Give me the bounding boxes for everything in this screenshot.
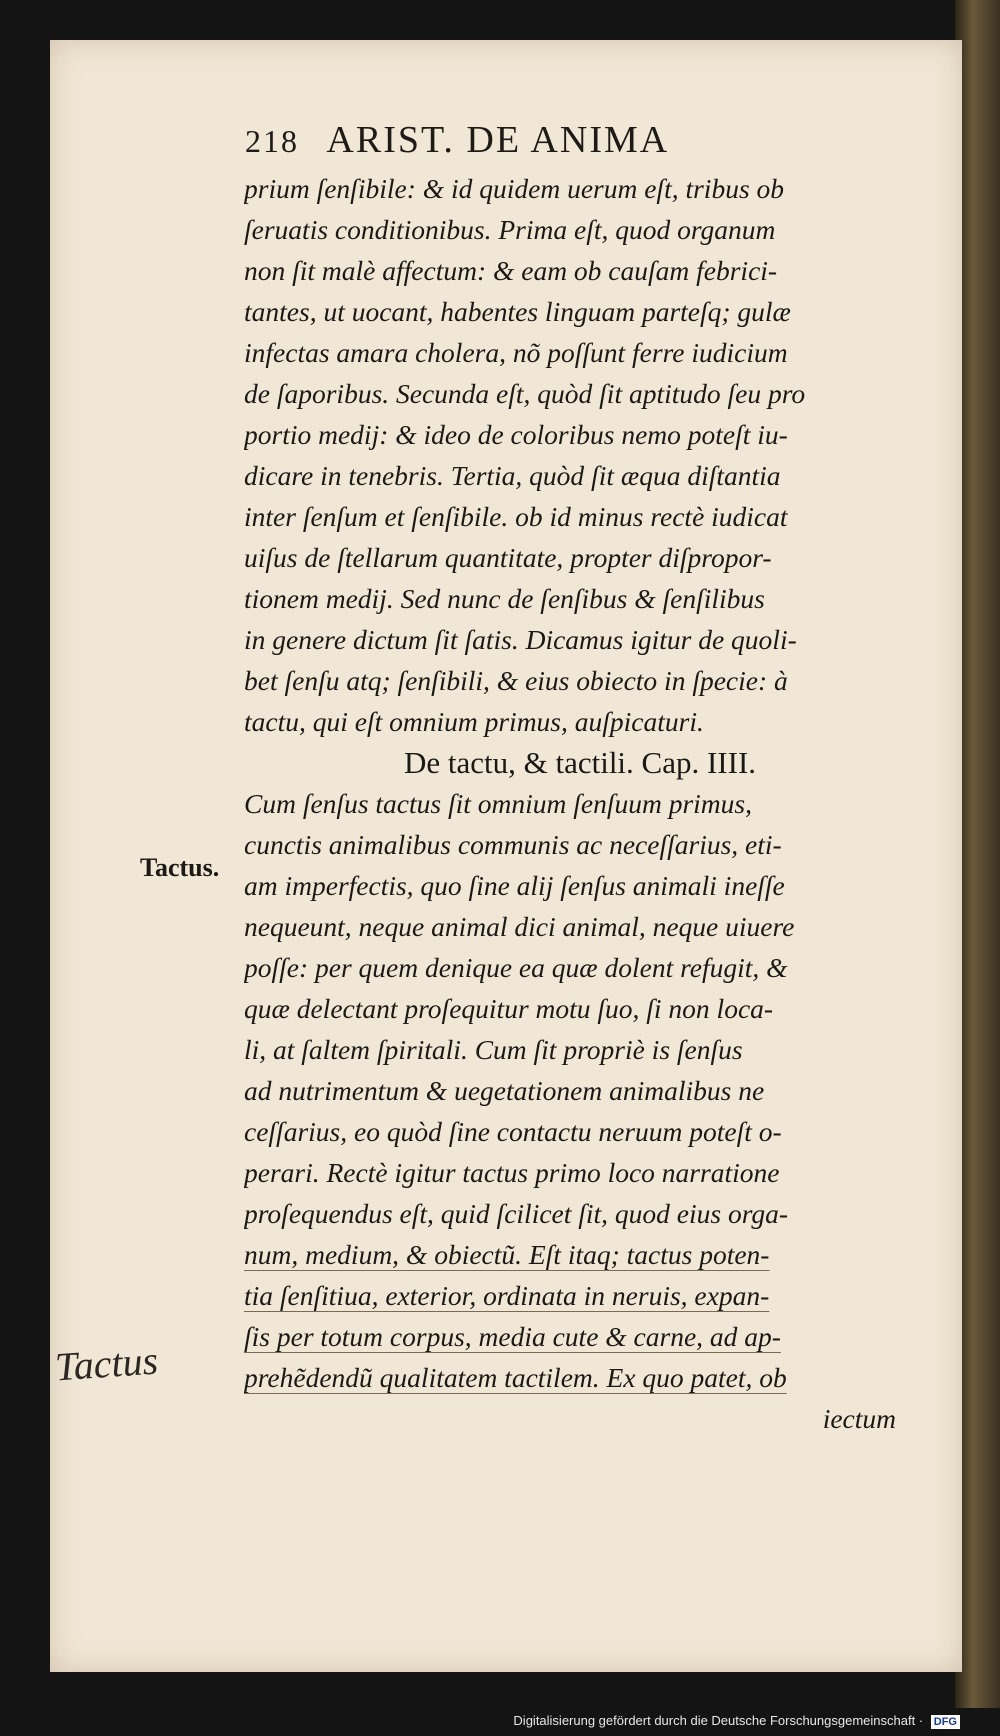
- text-line-underlined: num, medium, & obiectũ. Eſt itaq; tactus poten-: [244, 1239, 770, 1270]
- text-line: am imperfectis, quo ſine alij ſenſus animali ineſſe: [244, 870, 785, 901]
- text-line: tionem medij. Sed nunc de ſenſibus & ſenſilibus: [244, 583, 765, 614]
- text-line: perari. Rectè igitur tactus primo loco narratione: [244, 1157, 780, 1188]
- text-line: in genere dictum ſit ſatis. Dicamus igitur de quoli-: [244, 624, 797, 655]
- printed-margin-note: Tactus.: [140, 853, 220, 882]
- dfg-logo: DFG: [931, 1715, 960, 1729]
- text-line: dicare in tenebris. Tertia, quòd ſit æqua diſtantia: [244, 460, 781, 491]
- text-line: nequeunt, neque animal dici animal, neque uiuere: [244, 911, 795, 942]
- text-line-underlined: tia ſenſitiua, exterior, ordinata in neruis, expan-: [244, 1280, 770, 1311]
- text-line: proſequendus eſt, quid ſcilicet ſit, quod eius orga-: [244, 1198, 789, 1229]
- text-line: Cum ſenſus tactus ſit omnium ſenſuum primus,: [244, 788, 752, 819]
- text-line: ceſſarius, eo quòd ſine contactu neruum poteſt o-: [244, 1116, 782, 1147]
- body-text: [244, 168, 896, 1439]
- running-head: [245, 118, 940, 162]
- text-line: prium ſenſibile: & id quidem uerum eſt, tribus ob: [244, 173, 785, 204]
- text-line: bet ſenſu atq; ſenſibili, & eius obiecto in ſpecie: à: [244, 665, 788, 696]
- text-line: de ſaporibus. Secunda eſt, quòd ſit aptitudo ſeu pro: [244, 378, 806, 409]
- handwritten-margin-note: Tactus: [53, 1337, 160, 1390]
- page-number: 218: [245, 123, 299, 159]
- text-line: cunctis animalibus communis ac neceſſarius, eti-: [244, 829, 782, 860]
- text-line: infectas amara cholera, nõ poſſunt ferre iudicium: [244, 337, 788, 368]
- running-title: ARIST. DE ANIMA: [326, 119, 670, 161]
- text-line-underlined: prehẽdendũ qualitatem tactilem. Ex quo patet, ob: [244, 1362, 787, 1393]
- text-line: ſeruatis conditionibus. Prima eſt, quod organum: [244, 214, 776, 245]
- text-line: inter ſenſum et ſenſibile. ob id minus rectè iudicat: [244, 501, 788, 532]
- footer-bar: [0, 1708, 1000, 1736]
- text-line: portio medij: & ideo de coloribus nemo poteſt iu-: [244, 419, 788, 450]
- catchword: iectum: [822, 1403, 896, 1434]
- text-line-underlined: ſis per totum corpus, media cute & carne, ad ap-: [244, 1321, 781, 1352]
- text-line: quæ delectant proſequitur motu ſuo, ſi non loca-: [244, 993, 774, 1024]
- text-line: li, at ſaltem ſpiritali. Cum ſit propriè is ſenſus: [244, 1034, 743, 1065]
- chapter-heading: De tactu, & tactili. Cap. IIII.: [403, 745, 757, 780]
- text-line: ad nutrimentum & uegetationem animalibus ne: [244, 1075, 765, 1106]
- text-line: tantes, ut uocant, habentes linguam parteſq; gulæ: [244, 296, 791, 327]
- text-line: non ſit malè affectum: & eam ob cauſam febrici-: [244, 255, 778, 286]
- text-line: uiſus de ſtellarum quantitate, propter diſpropor-: [244, 542, 772, 573]
- text-line: poſſe: per quem denique ea quæ dolent refugit, &: [244, 952, 788, 983]
- footer-credit-text: Digitalisierung gefördert durch die Deutsche Forschungsgemeinschaft ·: [513, 1713, 924, 1728]
- text-line: tactu, qui eſt omnium primus, auſpicaturi.: [244, 706, 704, 737]
- footer-credit: [513, 1713, 960, 1729]
